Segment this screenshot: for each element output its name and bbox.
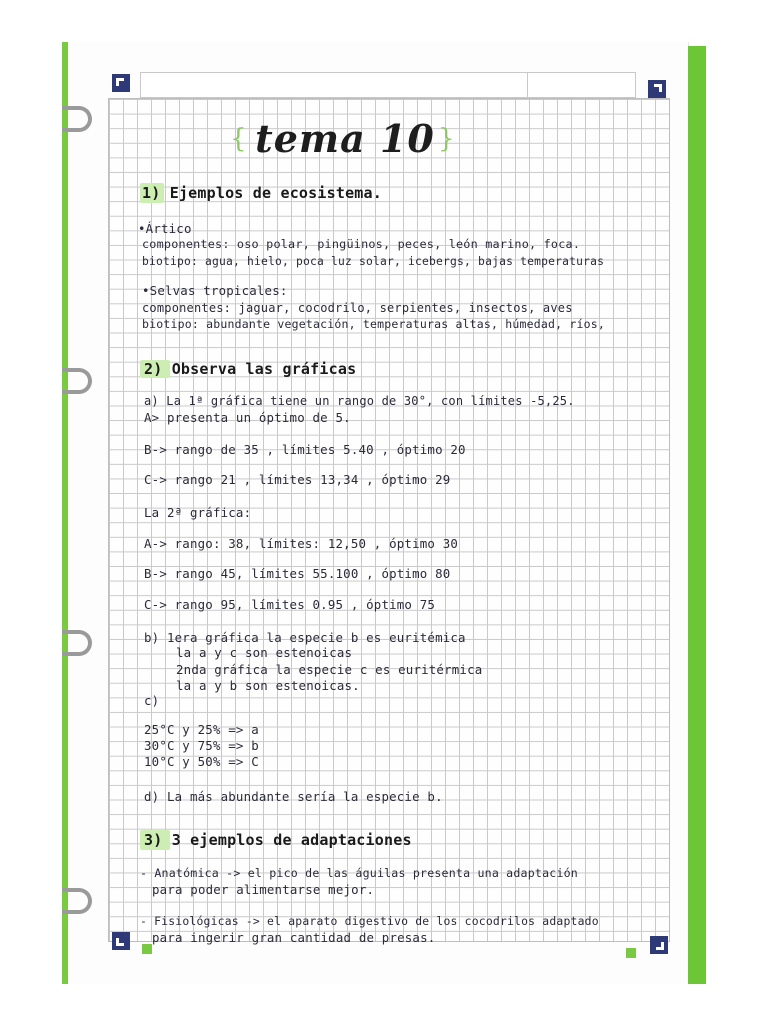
- section-2-heading: 2) Observa las gráficas: [144, 360, 357, 378]
- s2-c-line: C-> rango 21 , límites 13,34 , óptimo 29: [144, 472, 451, 487]
- s2-b-answer-1: b) 1era gráfica la especie b es euritémica: [144, 630, 466, 645]
- s3-line-3: - Fisiológicas -> el aparato digestivo de los cocodrilos adaptado: [140, 914, 599, 928]
- s2-b-answer-3: 2nda gráfica la especie c es euritérmica: [176, 662, 483, 677]
- s2-graph-2-title: La 2ª gráfica:: [144, 505, 252, 520]
- binder-ring-2: [62, 368, 92, 394]
- s2-a-line-2: A> presenta un óptimo de 5.: [144, 410, 351, 425]
- s2-graph-2-b: B-> rango 45, límites 55.100 , óptimo 80: [144, 566, 451, 581]
- binder-ring-1: [62, 106, 92, 132]
- green-square-icon: [626, 948, 636, 958]
- s2-b-answer-4: la a y b son estenoicas.: [176, 678, 360, 693]
- title-ornament-right: }: [438, 124, 455, 154]
- grid-paper: [108, 98, 670, 942]
- s3-line-4: para ingerir gran cantidad de presas.: [152, 930, 436, 945]
- page-title: tema 10: [255, 116, 435, 161]
- header-box: [140, 72, 636, 98]
- corner-mark-bottom-left-icon: [112, 932, 130, 950]
- artico-components: componentes: oso polar, pingüinos, peces, león marino, foca.: [142, 237, 581, 251]
- s3-line-2: para poder alimentarse mejor.: [152, 882, 375, 897]
- s2-c-answer-1: 25°C y 25% => a: [144, 722, 259, 737]
- corner-mark-bottom-right-icon: [650, 936, 668, 954]
- s2-c-answer-2: 30°C y 75% => b: [144, 738, 259, 753]
- s2-d-answer: d) La más abundante sería la especie b.: [144, 789, 443, 804]
- binder-ring-4: [62, 888, 92, 914]
- s2-b-answer-2: la a y c son estenoicas: [176, 645, 353, 660]
- green-square-icon: [142, 944, 152, 954]
- selvas-title: •Selvas tropicales:: [142, 283, 288, 298]
- section-3-heading: 3) 3 ejemplos de adaptaciones: [144, 831, 412, 849]
- binder-ring-3: [62, 630, 92, 656]
- corner-mark-top-left-icon: [112, 74, 130, 92]
- selvas-components: componentes: jaguar, cocodrilo, serpientes, insectos, aves: [142, 301, 573, 315]
- corner-mark-top-right-icon: [648, 80, 666, 98]
- s2-a-line-1: a) La 1ª gráfica tiene un rango de 30°, con límites -5,25.: [144, 394, 575, 408]
- s2-c-answer-3: 10°C y 50% => C: [144, 754, 259, 769]
- s2-c-label: c): [144, 693, 160, 708]
- s3-line-1: - Anatómica -> el pico de las águilas presenta una adaptación: [140, 866, 578, 880]
- s2-b-line: B-> rango de 35 , límites 5.40 , óptimo 20: [144, 442, 466, 457]
- artico-title: •Ártico: [138, 221, 192, 236]
- selvas-biotope: biotipo: abundante vegetación, temperaturas altas, húmedad, ríos,: [142, 317, 606, 331]
- s2-graph-2-c: C-> rango 95, límites 0.95 , óptimo 75: [144, 597, 436, 612]
- artico-biotope: biotipo: agua, hielo, poca luz solar, icebergs, bajas temperaturas: [142, 255, 605, 268]
- section-1-heading: 1) Ejemplos de ecosistema.: [142, 184, 382, 202]
- title-ornament-left: {: [230, 124, 247, 154]
- page-edge-green: [688, 46, 706, 984]
- s2-graph-2-a: A-> rango: 38, límites: 12,50 , óptimo 30: [144, 536, 459, 551]
